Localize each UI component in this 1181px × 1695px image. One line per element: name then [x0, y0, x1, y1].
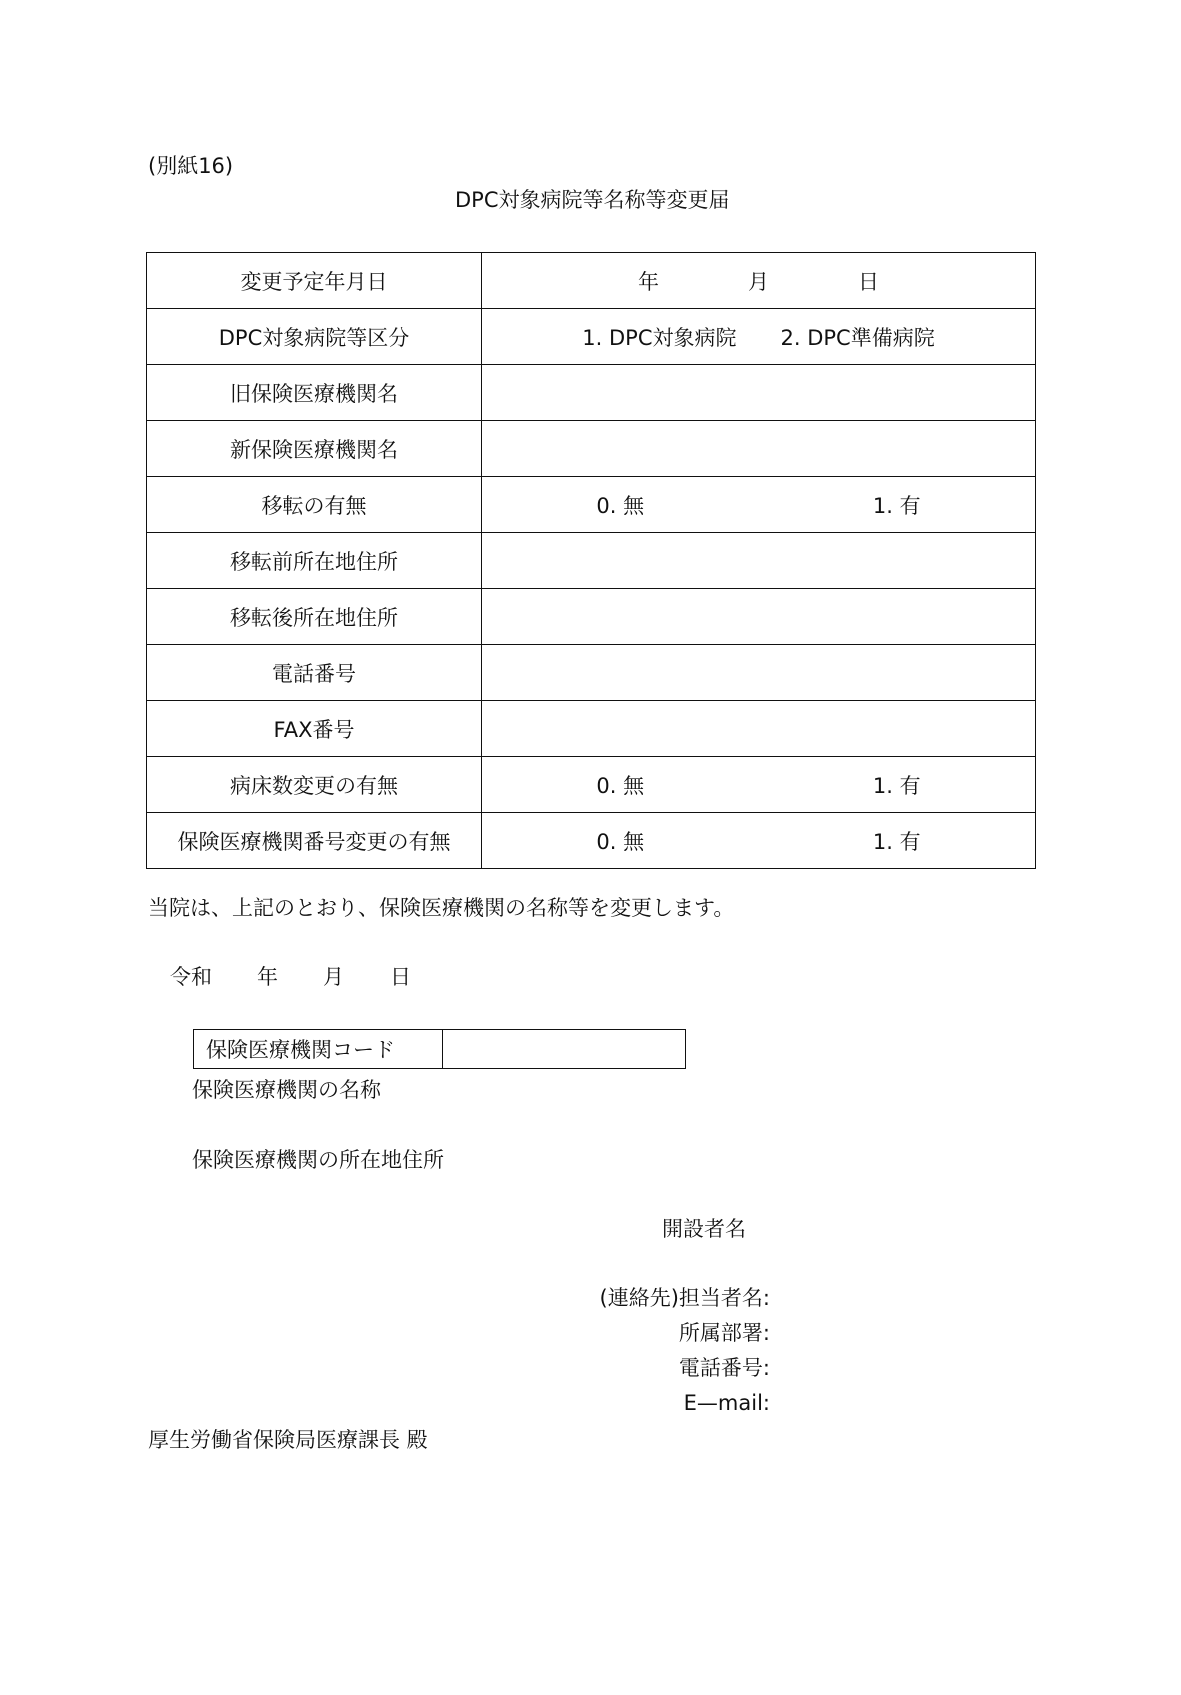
- change-form-table: [146, 252, 1036, 869]
- table-row: [147, 421, 1036, 477]
- option-yes[interactable]: 1. 有: [872, 829, 921, 854]
- table-row: [147, 477, 1036, 533]
- day-unit: 日: [858, 269, 879, 294]
- fax-field[interactable]: [482, 701, 1036, 757]
- row-label: 旧保険医療機関名: [147, 365, 482, 421]
- table-row: [147, 309, 1036, 365]
- new-name-field[interactable]: [482, 421, 1036, 477]
- institution-code-label: 保険医療機関コード: [194, 1030, 443, 1069]
- addressee: 厚生労働省保険局医療課長 殿: [148, 1428, 428, 1452]
- month-unit: 月: [323, 965, 344, 989]
- day-unit: 日: [390, 965, 411, 989]
- contact-email-label: E—mail:: [683, 1391, 770, 1415]
- beds-change-field: [482, 757, 1036, 813]
- institution-code-box: [193, 1029, 686, 1069]
- option-dpc-target[interactable]: 1. DPC対象病院: [582, 325, 737, 350]
- institution-name-label: 保険医療機関の名称: [192, 1078, 381, 1102]
- option-dpc-preparation[interactable]: 2. DPC準備病院: [780, 325, 935, 350]
- row-label: 病床数変更の有無: [147, 757, 482, 813]
- scheduled-date-field[interactable]: [482, 253, 1036, 309]
- month-unit: 月: [748, 269, 769, 294]
- row-label: 新保険医療機関名: [147, 421, 482, 477]
- address-after-field[interactable]: [482, 589, 1036, 645]
- option-yes[interactable]: 1. 有: [872, 493, 921, 518]
- option-no[interactable]: 0. 無: [596, 773, 645, 798]
- contact-phone-label: 電話番号:: [678, 1356, 770, 1380]
- table-row: [147, 589, 1036, 645]
- row-label: 変更予定年月日: [147, 253, 482, 309]
- contact-department-label: 所属部署:: [678, 1321, 770, 1345]
- row-label: 移転前所在地住所: [147, 533, 482, 589]
- table-row: [147, 533, 1036, 589]
- row-label: 保険医療機関番号変更の有無: [147, 813, 482, 869]
- annex-label: (別紙16): [148, 154, 234, 178]
- old-name-field[interactable]: [482, 365, 1036, 421]
- option-yes[interactable]: 1. 有: [872, 773, 921, 798]
- table-row: [147, 701, 1036, 757]
- declaration-statement: 当院は、上記のとおり、保険医療機関の名称等を変更します。: [148, 896, 735, 920]
- institution-address-label: 保険医療機関の所在地住所: [192, 1148, 444, 1172]
- phone-field[interactable]: [482, 645, 1036, 701]
- table-row: [147, 813, 1036, 869]
- founder-name-label: 開設者名: [662, 1217, 746, 1241]
- option-no[interactable]: 0. 無: [596, 829, 645, 854]
- document-title: DPC対象病院等名称等変更届: [455, 188, 730, 212]
- institution-code-field[interactable]: [443, 1030, 686, 1069]
- table-row: [147, 365, 1036, 421]
- year-unit: 年: [638, 269, 659, 294]
- row-label: 移転の有無: [147, 477, 482, 533]
- table-row: [147, 253, 1036, 309]
- row-label: DPC対象病院等区分: [147, 309, 482, 365]
- table-row: [147, 757, 1036, 813]
- row-label: 移転後所在地住所: [147, 589, 482, 645]
- contact-person-label: (連絡先)担当者名:: [599, 1286, 770, 1310]
- table-row: [147, 645, 1036, 701]
- year-unit: 年: [257, 965, 278, 989]
- row-label: FAX番号: [147, 701, 482, 757]
- relocation-field: [482, 477, 1036, 533]
- code-change-field: [482, 813, 1036, 869]
- category-field: [482, 309, 1036, 365]
- era-label: 令和: [170, 965, 212, 989]
- row-label: 電話番号: [147, 645, 482, 701]
- address-before-field[interactable]: [482, 533, 1036, 589]
- option-no[interactable]: 0. 無: [596, 493, 645, 518]
